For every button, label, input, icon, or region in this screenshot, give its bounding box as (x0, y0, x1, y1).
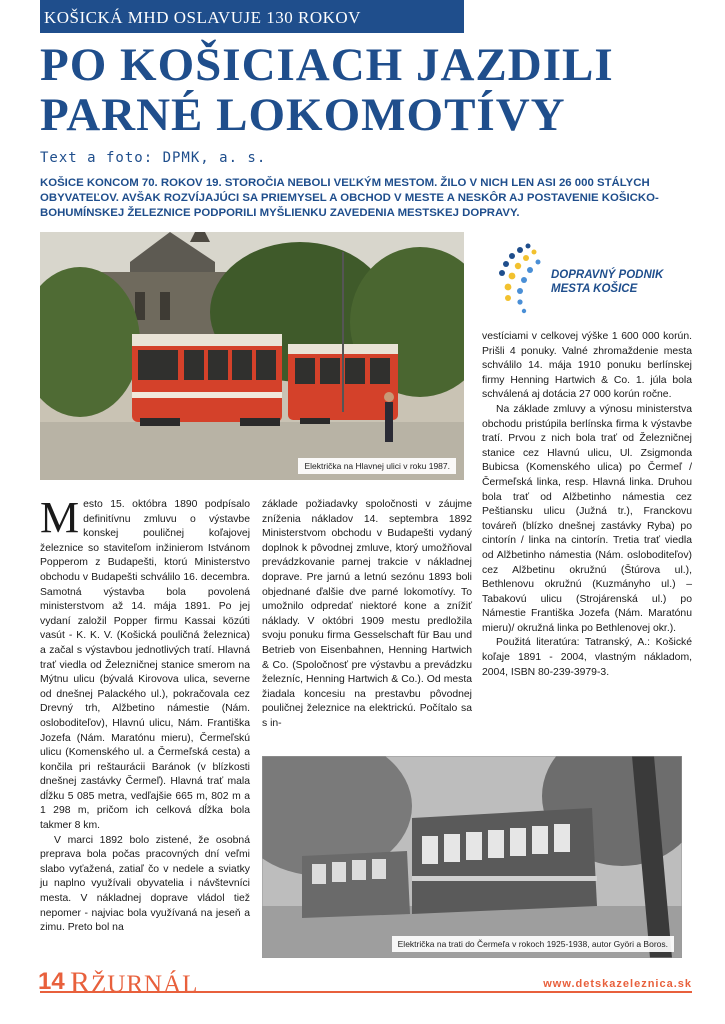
paragraph-text: esto 15. októbra 1890 podpísalo definitívnu zmluvu o výstavbe konskej pouličnej koľajovej železnice so staviteľom inžinierom Istvánom Popperom z Budapešti, ktorú Ministerstvo obchodu v Budapešti schválilo 16. decembra. Samotná výstavba bola povolená ministerstvom až 14. mája 1891. Po jej vydaní založil Popper firmu Kassai közúti vasút - K. K. V. (Košická pouličná železnica) a začal s výstavbou jednotlivých tratí. Hlavná trať viedla od Železničnej stanice smerom na Mýtnu ulicu (bývalá Kirovova ulica, severne od dnešnej Palackého ul.), pokračovala cez Drevný trh, Alžbetino námestie (Nám. osloboditeľov), Hlavnú ulicu, Nám. Františka Jozefa (Nám. Maratónu mieru), Čermeľskú ulicu (Komenského ul. a Čermeľská cesta) a končila pri reštaurácii Baránok (v blízkosti dnešnej zastávky Čermeľ). Hlavná trať mala dĺžku 5 085 metra, vedľajšie 665 m, 802 m a 1 298 m, pričom ich celková dĺžka bola takmer 8 km. (40, 499, 250, 832)
website-link[interactable]: www.detskazeleznica.sk (543, 978, 692, 990)
historic-tram-illustration (262, 756, 682, 958)
paragraph: Na základe zmluvy a výnosu ministerstva obchodu pristúpila berlínska firma k výstavbe tratí. Prvou z nich bola trať od Železničnej stanice cez Hlavnú ulicu, Ul. Zsigmonda Bubicsa (Komenského ulica) po Čermeľ / Čermeľská linka, resp. Hlavná linka. Druhou bola trať od Alžbetinho námestia cez Peštiansku ulicu (Južná tr.), Franckovu továreň (blízko dnešnej zastávky Ryba) po cintorín / linka na cintorín. Tretia trať viedla od Alžbetinho námestia (Nám. osloboditeľov) cez Alžbetinu okružnú (Štúrova ul.), Bethlenovu okružnú (Kuzmányho ul.) – Tabakovú ulicu (Strojárenská ul.) po Námestie Františka Jozefa (Nám. Maratónu mieru)/ okružná linka po Bethlenovej okr.). (482, 403, 692, 634)
article-column-1 (40, 493, 250, 936)
article-column-2 (262, 498, 472, 732)
logo-line-2: MESTA KOŠICE (551, 283, 638, 295)
paragraph: základe požiadavky spoločnosti v záujme zníženia nákladov 14. septembra 1892 Ministerstvom obchodu v Budapešti vydaný doplnok k pôvodnej zmluve, ktorý umožňoval prevádzkovanie parnej trakcie v nákladnej doprave. Pre jarnú a letnú sezónu 1893 boli objednané ďalšie dve parné lokomotívy. To umožnilo odpredať niektoré kone a znížiť náklady. V októbri 1909 mestu predložila svoju ponuku firma Gesselschaft für Bau und Betrieb von Eisenbahnen, Henning Hartwich & Co. (Spoločnosť pre výstavbu a prevádzku železníc, Henning Hartwich & Co.). Od mesta žiadala koncesiu na prestavbu pôvodnej pouličnej železnice na elektrickú. Počítalo sa s in- (262, 499, 472, 729)
logo-text (551, 268, 663, 296)
photo-caption-bottom: Električka na trati do Čermeľa v rokoch 1925-1938, autor Györi a Boros. (392, 936, 674, 952)
logo-line-1: DOPRAVNÝ PODNIK (551, 269, 664, 281)
drop-cap: M (40, 493, 80, 542)
brand-rest: ŽURNÁL (91, 971, 199, 998)
historic-tram-photo (262, 756, 682, 958)
dpmk-logo-mark (494, 240, 550, 320)
magazine-brand (70, 966, 198, 1000)
brand-initial: R (70, 966, 92, 999)
kicker: KOŠICKÁ MHD OSLAVUJE 130 ROKOV (44, 8, 361, 27)
photo-caption-top: Električka na Hlavnej ulici v roku 1987. (298, 458, 456, 474)
tram-photo-1987 (40, 232, 464, 480)
byline: Text a foto: DPMK, a. s. (40, 150, 267, 166)
paragraph: Použitá literatúra: Tatranský, A.: Košické koľaje 1891 - 2004, vlastným nákladom, 2004, ISBN 80-239-3979-3. (482, 637, 692, 678)
paragraph: vestíciami v celkovej výške 1 600 000 korún. Prišli 4 ponuky. Valné zhromaždenie mesta schválilo 14. mája 1910 ponuku berlínskej firmy Henning Hartwich & Co. 1. júla bola schválená aj dotácia 27 000 korún ročne. (482, 331, 692, 401)
tram-photo-illustration (40, 232, 464, 480)
dpmk-logo (494, 240, 694, 320)
paragraph: V marci 1892 bolo zistené, že osobná preprava bola počas pracovných dní veľmi slabo vyťažená, zatiaľ čo v nedele a sviatky ju naplno využívali obyvatelia i návštevníci mesta. V nákladnej doprave vládol tiež nepomer - najviac bola využívaná na jeseň a zimu. Preto bol na (40, 834, 250, 934)
page-number: 14 (38, 968, 65, 995)
lead-paragraph: KOŠICE KONCOM 70. ROKOV 19. STOROČIA NEBOLI VEĽKÝM MESTOM. ŽILO V NICH LEN ASI 26 000 STÁLYCH OBYVATEĽOV. AVŠAK ROZVÍJAJÚCI SA PRIEMYSEL A OBCHOD V MESTE A NESKÔR AJ POSTAVENIE KOŠICKO-BOHUMÍNSKEJ ŽELEZNICE PODPORILI MYŠLIENKU ZAVEDENIA MESTSKEJ DOPRAVY. (40, 177, 659, 219)
paragraph (40, 493, 250, 834)
article-column-3 (482, 330, 692, 680)
page-title: PO KOŠICIACH JAZDILI PARNÉ LOKOMOTÍVY (40, 39, 614, 141)
